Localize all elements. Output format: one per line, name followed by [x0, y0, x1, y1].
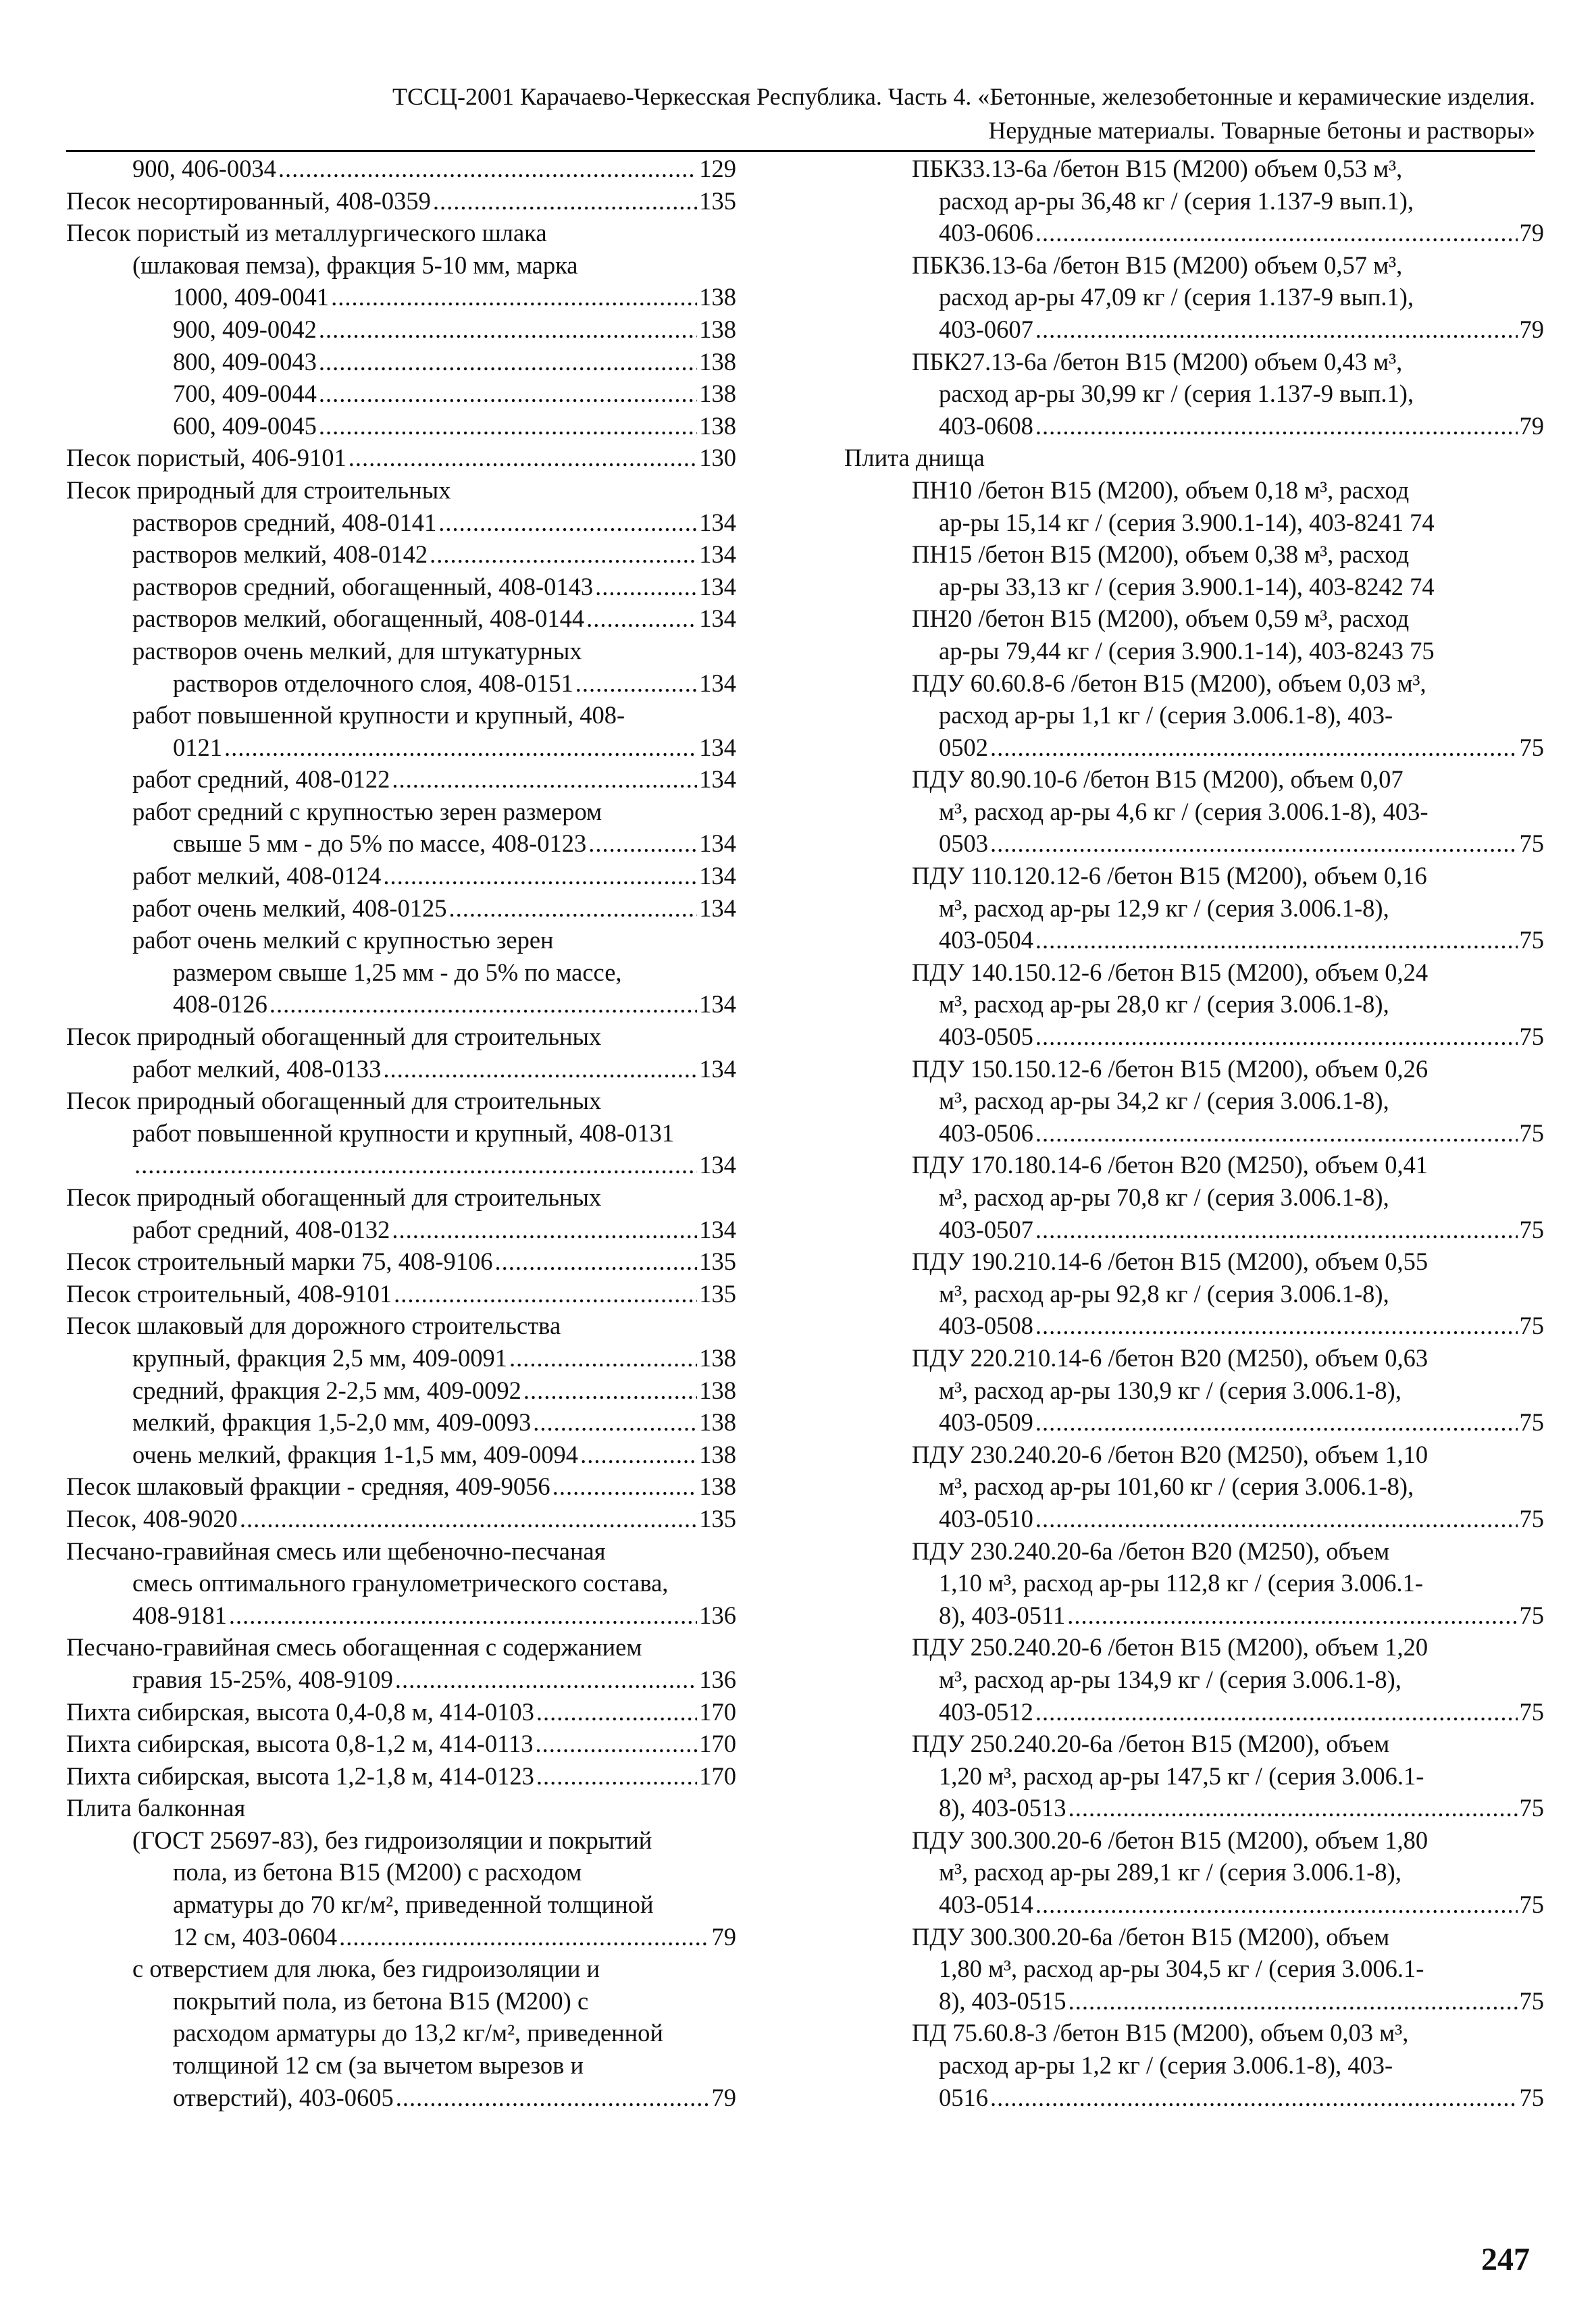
index-entry-line [844, 1792, 1544, 1824]
dot-leader [990, 2082, 1518, 2114]
index-entry-line: расход ар-ры 30,99 кг / (серия 1.137-9 вып.1), [939, 380, 1414, 408]
index-entry-line [66, 827, 736, 860]
index-entry-line: м³, расход ар-ры 92,8 кг / (серия 3.006.1-8), [939, 1279, 1389, 1308]
index-column-right [844, 153, 1544, 2113]
index-entry-line: размером свыше 1,25 мм - до 5% по массе, [173, 958, 622, 986]
entry-page-ref: 75 [1519, 1504, 1544, 1533]
dot-leader [552, 1470, 698, 1503]
index-entry-line: толщиной 12 см (за вычетом вырезов и [173, 2051, 584, 2080]
dot-leader [278, 153, 697, 185]
entry-text: Песок, 408-9020 [66, 1504, 238, 1533]
index-entry-line [844, 410, 1544, 442]
index-entry-line [844, 1214, 1544, 1246]
index-entry-line [844, 924, 1544, 956]
index-entry-line [66, 1664, 736, 1696]
dot-leader [438, 507, 697, 539]
entry-text: работ очень мелкий, 408-0125 [132, 894, 447, 922]
index-entry-line [66, 442, 736, 474]
index-entry-line [66, 1245, 736, 1278]
index-entry-line: м³, расход ар-ры 289,1 кг / (серия 3.006.1-8), [939, 1858, 1401, 1886]
entry-page-ref: 75 [1519, 829, 1544, 858]
index-entry-line [844, 1503, 1544, 1535]
index-entry-line: ПДУ 300.300.20-6 /бетон В15 (М200), объем 1,80 [912, 1826, 1428, 1854]
dot-leader [224, 731, 697, 764]
entry-page-ref: 138 [699, 315, 736, 343]
index-entry-line: м³, расход ар-ры 12,9 кг / (серия 3.006.1-8), [939, 894, 1389, 922]
index-entry-line: расход ар-ры 47,09 кг / (серия 1.137-9 вып.1), [939, 283, 1414, 311]
index-entry-line: ПДУ 230.240.20-6 /бетон В20 (М250), объем 1,10 [912, 1440, 1428, 1468]
index-entry-line: м³, расход ар-ры 101,60 кг / (серия 3.006.1-8), [939, 1472, 1414, 1501]
index-entry-line [844, 1310, 1544, 1342]
entry-page-ref: 134 [699, 572, 736, 600]
entry-text: 0516 [939, 2083, 988, 2111]
index-entry-line [66, 1760, 736, 1793]
index-entry-line: растворов очень мелкий, для штукатурных [132, 636, 582, 665]
index-entry-line [66, 1439, 736, 1471]
dot-leader [339, 1921, 709, 1953]
entry-text: 0503 [939, 829, 988, 858]
entry-text: 403-0510 [939, 1504, 1033, 1533]
index-entry-line: Песок природный обогащенный для строительных [66, 1087, 602, 1115]
entry-page-ref: 79 [1519, 219, 1544, 247]
index-entry-line [844, 1021, 1544, 1053]
index-column-left [66, 153, 736, 2113]
entry-page-ref: 134 [699, 508, 736, 536]
entry-text: крупный, фракция 2,5 мм, 409-0091 [132, 1343, 508, 1372]
entry-text: растворов средний, обогащенный, 408-0143 [132, 572, 594, 600]
entry-text: 403-0608 [939, 411, 1033, 440]
entry-page-ref: 75 [1519, 1891, 1544, 1919]
entry-text: гравия 15-25%, 408-9109 [132, 1665, 393, 1693]
index-entry-line: ПДУ 150.150.12-6 /бетон В15 (М200), объем 0,26 [912, 1054, 1428, 1083]
entry-text: 900, 406-0034 [132, 155, 276, 182]
index-entry-line [66, 185, 736, 217]
entry-page-ref: 79 [711, 2083, 736, 2111]
dot-leader [1035, 1117, 1518, 1150]
dot-leader [319, 346, 697, 378]
entry-page-ref: 134 [699, 669, 736, 697]
entry-text: работ мелкий, 408-0133 [132, 1054, 382, 1083]
entry-page-ref: 134 [699, 605, 736, 633]
entry-page-ref: 170 [699, 1762, 736, 1790]
dot-leader [1035, 1406, 1518, 1439]
index-entry-line [66, 1696, 736, 1728]
dot-leader [430, 538, 697, 571]
index-entry-line: ПДУ 80.90.10-6 /бетон В15 (М200), объем 0,07 [912, 765, 1404, 794]
index-entry-line: ПДУ 220.210.14-6 /бетон В20 (М250), объем 0,63 [912, 1343, 1428, 1372]
index-entry-line: ПБК33.13-6а /бетон В15 (М200) объем 0,53 м³, [912, 155, 1403, 182]
dot-leader [449, 892, 698, 925]
index-entry-line [66, 1374, 736, 1407]
dot-leader [229, 1599, 697, 1632]
index-entry-line [844, 731, 1544, 764]
dot-leader [536, 1760, 697, 1793]
entry-text: Песок пористый, 406-9101 [66, 444, 346, 472]
entry-page-ref: 79 [1519, 411, 1544, 440]
index-entry-line [66, 1599, 736, 1632]
entry-page-ref: 138 [699, 1408, 736, 1437]
entry-page-ref: 129 [699, 155, 736, 182]
entry-text: 800, 409-0043 [173, 347, 317, 376]
entry-text: Песок строительный марки 75, 408-9106 [66, 1248, 493, 1276]
index-entry-line: Песок шлаковый для дорожного строительства [66, 1312, 561, 1340]
index-entry-line: ПДУ 300.300.20-6а /бетон В15 (М200), объем [912, 1922, 1390, 1951]
entry-page-ref: 136 [699, 1601, 736, 1629]
running-header [68, 80, 1535, 147]
index-entry-line [844, 1117, 1544, 1150]
index-entry-line: м³, расход ар-ры 70,8 кг / (серия 3.006.1-8), [939, 1183, 1389, 1211]
index-entry-line: м³, расход ар-ры 28,0 кг / (серия 3.006.1-8), [939, 990, 1389, 1019]
index-entry-line: расходом арматуры до 13,2 кг/м², приведенной [173, 2019, 663, 2047]
entry-page-ref: 134 [699, 1054, 736, 1083]
dot-leader [1067, 1599, 1517, 1632]
index-entry-line [844, 1406, 1544, 1439]
index-entry-line [66, 1728, 736, 1760]
entry-page-ref: 75 [1519, 1119, 1544, 1147]
index-entry-line [66, 153, 736, 185]
index-entry-line [844, 2082, 1544, 2114]
index-entry-line [66, 860, 736, 892]
dot-leader [383, 860, 697, 892]
index-entry-line: ПБК36.13-6а /бетон В15 (М200) объем 0,57 м³, [912, 251, 1403, 279]
dot-leader [1035, 1214, 1518, 1246]
index-entry-line: м³, расход ар-ры 130,9 кг / (серия 3.006.1-8), [939, 1376, 1401, 1404]
dot-leader [319, 378, 697, 410]
dot-leader [319, 313, 697, 346]
entry-text: Песок шлаковый фракции - средняя, 409-9056 [66, 1472, 550, 1501]
index-entry-line: Песчано-гравийная смесь обогащенная с содержанием [66, 1633, 642, 1662]
entry-text: 403-0606 [939, 219, 1033, 247]
entry-page-ref: 135 [699, 1504, 736, 1533]
index-entry-line [66, 1149, 736, 1181]
dot-leader [586, 602, 697, 635]
index-entry-line: Плита днища [844, 444, 985, 472]
entry-text: 403-0505 [939, 1023, 1033, 1051]
dot-leader [1035, 1888, 1518, 1921]
index-entry-line: работ повышенной крупности и крупный, 408- [132, 701, 625, 729]
entry-page-ref: 134 [699, 765, 736, 794]
entry-text: 8), 403-0511 [939, 1601, 1066, 1629]
page-number: 247 [1481, 2242, 1530, 2278]
dot-leader [240, 1503, 697, 1535]
dot-leader [392, 763, 697, 796]
dot-leader [536, 1696, 697, 1728]
dot-leader [1035, 1310, 1518, 1342]
entry-page-ref: 130 [699, 444, 736, 472]
index-entry-line [66, 988, 736, 1021]
index-entry-line: ар-ры 79,44 кг / (серия 3.900.1-14), 403-8243 75 [939, 636, 1435, 665]
index-entry-line: работ средний с крупностью зерен размером [132, 797, 602, 825]
index-entry-line [66, 410, 736, 442]
entry-text: 403-0514 [939, 1891, 1033, 1919]
dot-leader [595, 571, 697, 603]
header-line-2: Нерудные материалы. Товарные бетоны и растворы» [988, 117, 1535, 144]
entry-page-ref: 75 [1519, 1794, 1544, 1822]
entry-text: растворов мелкий, 408-0142 [132, 540, 428, 569]
dot-leader [1035, 924, 1518, 956]
entry-page-ref: 75 [1519, 1408, 1544, 1437]
index-entry-line [66, 1214, 736, 1246]
entry-page-ref: 138 [699, 380, 736, 408]
index-entry-line [66, 1406, 736, 1439]
index-entry-line: ПН15 /бетон В15 (М200), объем 0,38 м³, расход [912, 540, 1410, 569]
index-entry-line: работ очень мелкий с крупностью зерен [132, 926, 554, 954]
index-entry-line: 1,10 м³, расход ар-ры 112,8 кг / (серия 3.006.1- [939, 1569, 1424, 1597]
index-entry-line: ПДУ 60.60.8-6 /бетон В15 (М200), объем 0,03 м³, [912, 669, 1426, 697]
entry-page-ref: 138 [699, 411, 736, 440]
index-entry-line: расход ар-ры 36,48 кг / (серия 1.137-9 вып.1), [939, 186, 1414, 215]
index-entry-line: пола, из бетона В15 (М200) с расходом [173, 1858, 582, 1886]
entry-page-ref: 135 [699, 1279, 736, 1308]
index-entry-line: ар-ры 15,14 кг / (серия 3.900.1-14), 403-8241 74 [939, 508, 1435, 536]
entry-text: отверстий), 403-0605 [173, 2083, 394, 2111]
index-entry-line: ПДУ 140.150.12-6 /бетон В15 (М200), объем 0,24 [912, 958, 1428, 986]
entry-page-ref: 75 [1519, 1601, 1544, 1629]
entry-page-ref: 138 [699, 1343, 736, 1372]
index-entry-line [66, 1342, 736, 1374]
entry-text: свыше 5 мм - до 5% по массе, 408-0123 [173, 829, 587, 858]
dot-leader [494, 1245, 697, 1278]
index-entry-line [66, 1503, 736, 1535]
index-entry-line: (шлаковая пемза), фракция 5-10 мм, марка [132, 251, 578, 279]
entry-text: растворов средний, 408-0141 [132, 508, 437, 536]
index-entry-line: ПДУ 170.180.14-6 /бетон В20 (М250), объем 0,41 [912, 1151, 1428, 1179]
dot-leader [349, 442, 698, 474]
entry-page-ref: 75 [1519, 926, 1544, 954]
dot-leader [580, 1439, 697, 1471]
index-entry-line: ПДУ 230.240.20-6а /бетон В20 (М250), объем [912, 1537, 1390, 1565]
entry-page-ref: 170 [699, 1697, 736, 1726]
entry-page-ref: 135 [699, 1248, 736, 1276]
dot-leader [990, 731, 1518, 764]
index-entry-line: с отверстием для люка, без гидроизоляции и [132, 1955, 600, 1983]
index-entry-line [844, 217, 1544, 249]
dot-leader [1069, 1792, 1518, 1824]
index-entry-line [66, 763, 736, 796]
entry-text: растворов мелкий, обогащенный, 408-0144 [132, 605, 585, 633]
index-entry-line [66, 346, 736, 378]
index-entry-line [66, 1278, 736, 1310]
entry-text: 700, 409-0044 [173, 380, 317, 408]
entry-text: 403-0512 [939, 1697, 1033, 1726]
entry-page-ref: 79 [1519, 315, 1544, 343]
entry-text: 403-0506 [939, 1119, 1033, 1147]
entry-text: Песок строительный, 408-9101 [66, 1279, 392, 1308]
dot-leader [536, 1728, 698, 1760]
index-entry-line: Песок пористый из металлургического шлака [66, 219, 547, 247]
index-entry-line: ПБК27.13-6а /бетон В15 (М200) объем 0,43 м³, [912, 347, 1403, 376]
entry-text: 12 см, 403-0604 [173, 1922, 338, 1951]
dot-leader [392, 1214, 697, 1246]
entry-text: 1000, 409-0041 [173, 283, 330, 311]
index-entry-line: расход ар-ры 1,2 кг / (серия 3.006.1-8), 403- [939, 2051, 1393, 2080]
entry-page-ref: 75 [1519, 1986, 1544, 2015]
entry-page-ref: 138 [699, 347, 736, 376]
entry-text: очень мелкий, фракция 1-1,5 мм, 409-0094 [132, 1440, 579, 1468]
index-entry-line: смесь оптимального гранулометрического состава, [132, 1569, 669, 1597]
index-entry-line [844, 1985, 1544, 2017]
entry-text: 8), 403-0513 [939, 1794, 1066, 1822]
entry-text: растворов отделочного слоя, 408-0151 [173, 669, 573, 697]
index-entry-line [66, 281, 736, 313]
index-entry-line: 1,80 м³, расход ар-ры 304,5 кг / (серия 3.006.1- [939, 1955, 1424, 1983]
entry-page-ref: 75 [1519, 2083, 1544, 2111]
entry-text: 408-0126 [173, 990, 267, 1019]
index-entry-line: ПН10 /бетон В15 (М200), объем 0,18 м³, расход [912, 475, 1410, 504]
entry-text: мелкий, фракция 1,5-2,0 мм, 409-0093 [132, 1408, 532, 1437]
index-entry-line [844, 1599, 1544, 1632]
dot-leader [1035, 410, 1518, 442]
entry-page-ref: 134 [699, 990, 736, 1019]
entry-page-ref: 134 [699, 829, 736, 858]
index-entry-line: Песок природный для строительных [66, 475, 451, 504]
entry-text: Пихта сибирская, высота 0,4-0,8 м, 414-0103 [66, 1697, 534, 1726]
index-entry-line [844, 313, 1544, 346]
index-entry-line: Песчано-гравийная смесь или щебеночно-песчаная [66, 1537, 606, 1565]
index-entry-line: ПДУ 190.210.14-6 /бетон В15 (М200), объем 0,55 [912, 1248, 1428, 1276]
dot-leader [269, 988, 697, 1021]
entry-text: 0502 [939, 733, 988, 761]
entry-text: 403-0607 [939, 315, 1033, 343]
entry-page-ref: 134 [699, 733, 736, 761]
index-entry-line: м³, расход ар-ры 4,6 кг / (серия 3.006.1-8), 403- [939, 797, 1428, 825]
dot-leader [433, 185, 697, 217]
index-entry-line: работ повышенной крупности и крупный, 408-0131 [132, 1119, 675, 1147]
index-entry-line [66, 313, 736, 346]
index-entry-line [66, 1053, 736, 1085]
entry-text: 600, 409-0045 [173, 411, 317, 440]
header-line-1: ТССЦ-2001 Карачаево-Черкесская Республика. Часть 4. «Бетонные, железобетонные и керамические изделия. [392, 83, 1535, 110]
entry-page-ref: 134 [699, 540, 736, 569]
entry-text: Песок несортированный, 408-0359 [66, 186, 431, 215]
index-entry-line [66, 571, 736, 603]
entry-text: 8), 403-0515 [939, 1986, 1066, 2015]
index-entry-line: ПДУ 250.240.20-6а /бетон В15 (М200), объем [912, 1730, 1390, 1758]
entry-text: Пихта сибирская, высота 0,8-1,2 м, 414-0113 [66, 1730, 534, 1758]
index-entry-line [66, 602, 736, 635]
dot-leader [509, 1342, 697, 1374]
index-entry-line: ПДУ 110.120.12-6 /бетон В15 (М200), объем 0,16 [912, 862, 1427, 890]
entry-page-ref: 170 [699, 1730, 736, 1758]
entry-text: Пихта сибирская, высота 1,2-1,8 м, 414-0123 [66, 1762, 534, 1790]
entry-text: работ мелкий, 408-0124 [132, 862, 382, 890]
index-entry-line [66, 2082, 736, 2114]
index-entry-line [66, 507, 736, 539]
entry-text: 900, 409-0042 [173, 315, 317, 343]
header-rule [66, 150, 1535, 152]
dot-leader [383, 1053, 697, 1085]
entry-page-ref: 134 [699, 1215, 736, 1243]
entry-page-ref: 136 [699, 1665, 736, 1693]
index-entry-line: (ГОСТ 25697-83), без гидроизоляции и покрытий [132, 1826, 652, 1854]
entry-page-ref: 134 [699, 894, 736, 922]
entry-text: 403-0509 [939, 1408, 1033, 1437]
index-entry-line: м³, расход ар-ры 134,9 кг / (серия 3.006.1-8), [939, 1665, 1401, 1693]
entry-page-ref: 75 [1519, 1023, 1544, 1051]
dot-leader [134, 1149, 697, 1181]
dot-leader [575, 667, 698, 700]
index-entry-line [844, 1888, 1544, 1921]
dot-leader [533, 1406, 697, 1439]
entry-text: 408-9181 [132, 1601, 227, 1629]
entry-text: работ средний, 408-0132 [132, 1215, 390, 1243]
index-entry-line: Плита балконная [66, 1794, 246, 1822]
dot-leader [396, 2082, 710, 2114]
index-entry-line: ПДУ 250.240.20-6 /бетон В15 (М200), объем 1,20 [912, 1633, 1428, 1662]
dot-leader [395, 1664, 697, 1696]
entry-page-ref: 75 [1519, 1697, 1544, 1726]
index-entry-line: Песок природный обогащенный для строительных [66, 1023, 602, 1051]
index-entry-line [66, 538, 736, 571]
index-entry-line: ПН20 /бетон В15 (М200), объем 0,59 м³, расход [912, 605, 1410, 633]
entry-page-ref: 138 [699, 1440, 736, 1468]
dot-leader [1035, 1021, 1518, 1053]
index-entry-line [66, 378, 736, 410]
dot-leader [394, 1278, 697, 1310]
index-entry-line: ПД 75.60.8-3 /бетон В15 (М200), объем 0,03 м³, [912, 2019, 1409, 2047]
entry-text: работ средний, 408-0122 [132, 765, 390, 794]
dot-leader [1035, 217, 1518, 249]
dot-leader [319, 410, 697, 442]
dot-leader [990, 827, 1518, 860]
dot-leader [1035, 1696, 1518, 1728]
entry-page-ref: 134 [699, 1151, 736, 1179]
dot-leader [523, 1374, 697, 1407]
entry-text: 0121 [173, 733, 222, 761]
index-entry-line: м³, расход ар-ры 34,2 кг / (серия 3.006.1-8), [939, 1087, 1389, 1115]
index-entry-line [66, 667, 736, 700]
dot-leader [1069, 1985, 1518, 2017]
entry-page-ref: 75 [1519, 1312, 1544, 1340]
index-entry-line [66, 1470, 736, 1503]
entry-page-ref: 75 [1519, 733, 1544, 761]
entry-page-ref: 135 [699, 186, 736, 215]
index-entry-line: расход ар-ры 1,1 кг / (серия 3.006.1-8), 403- [939, 701, 1393, 729]
entry-page-ref: 75 [1519, 1215, 1544, 1243]
entry-page-ref: 134 [699, 862, 736, 890]
entry-page-ref: 138 [699, 283, 736, 311]
entry-page-ref: 79 [711, 1922, 736, 1951]
index-entry-line: Песок природный обогащенный для строительных [66, 1183, 602, 1211]
entry-text: 403-0508 [939, 1312, 1033, 1340]
index-entry-line [844, 1696, 1544, 1728]
dot-leader [1035, 1503, 1518, 1535]
index-entry-line: 1,20 м³, расход ар-ры 147,5 кг / (серия 3.006.1- [939, 1762, 1424, 1790]
index-entry-line [66, 731, 736, 764]
entry-text: 403-0507 [939, 1215, 1033, 1243]
dot-leader [1035, 313, 1518, 346]
entry-page-ref: 138 [699, 1376, 736, 1404]
index-entry-line: покрытий пола, из бетона В15 (М200) с [173, 1986, 589, 2015]
entry-text: средний, фракция 2-2,5 мм, 409-0092 [132, 1376, 521, 1404]
dot-leader [588, 827, 697, 860]
index-entry-line [66, 1921, 736, 1953]
index-entry-line [66, 892, 736, 925]
index-entry-line: арматуры до 70 кг/м², приведенной толщиной [173, 1891, 654, 1919]
dot-leader [331, 281, 697, 313]
index-entry-line: ар-ры 33,13 кг / (серия 3.900.1-14), 403-8242 74 [939, 572, 1435, 600]
entry-page-ref: 138 [699, 1472, 736, 1501]
entry-text: 403-0504 [939, 926, 1033, 954]
index-entry-line [844, 827, 1544, 860]
